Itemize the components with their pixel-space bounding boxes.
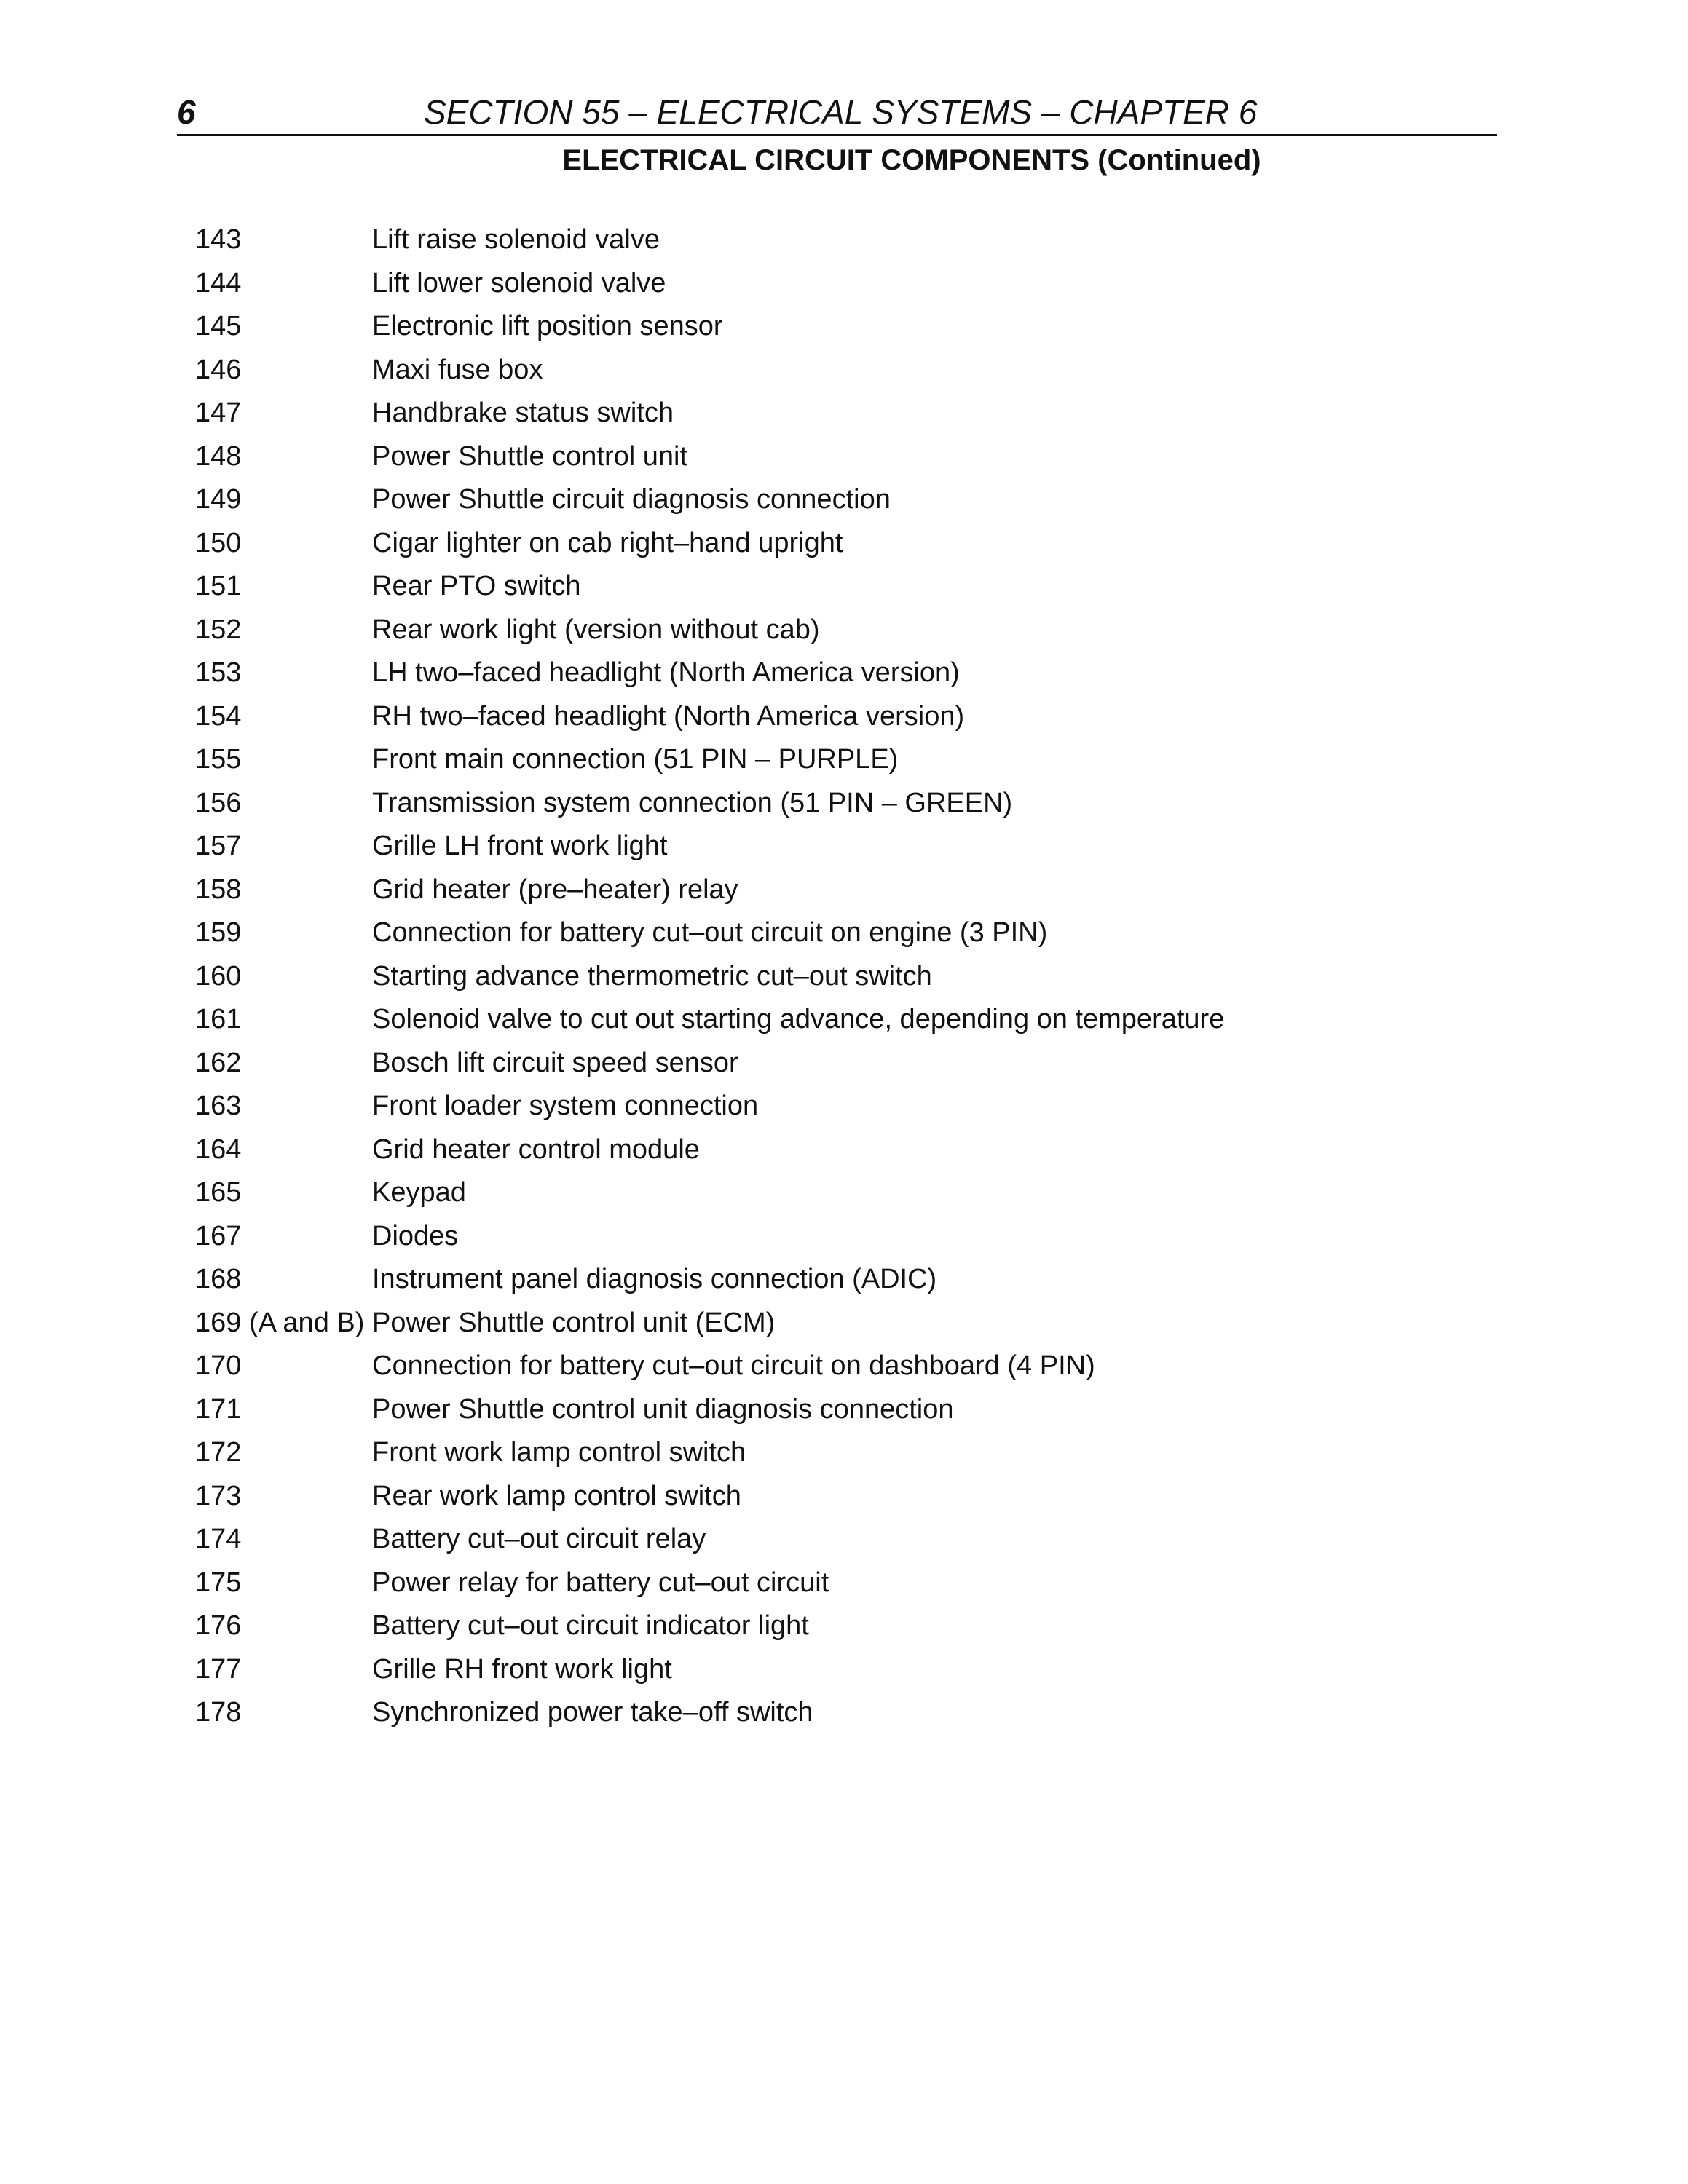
component-row <box>195 782 1506 826</box>
component-ref-number: 169 (A and B) <box>195 1307 365 1338</box>
component-row <box>195 1388 1506 1432</box>
component-row <box>195 1128 1506 1172</box>
component-row <box>195 1648 1506 1692</box>
component-row <box>195 1258 1506 1302</box>
component-ref-number: 151 <box>195 571 242 601</box>
component-description: Battery cut–out circuit indicator light <box>372 1610 809 1641</box>
component-ref-number: 157 <box>195 831 242 861</box>
component-description: Grid heater (pre–heater) relay <box>372 874 738 905</box>
component-description: Starting advance thermometric cut–out switch <box>372 960 932 992</box>
component-description: Solenoid valve to cut out starting advance, depending on temperature <box>372 1004 1225 1034</box>
component-ref-number: 145 <box>195 311 242 341</box>
component-ref-number: 158 <box>195 874 242 905</box>
component-description: Battery cut–out circuit relay <box>372 1524 706 1554</box>
component-ref-number: 174 <box>195 1524 242 1554</box>
component-description: Front main connection (51 PIN – PURPLE) <box>372 744 899 775</box>
component-ref-number: 143 <box>195 224 242 255</box>
component-row <box>195 565 1506 609</box>
section-title: SECTION 55 – ELECTRICAL SYSTEMS – CHAPTER 6 <box>424 93 1258 131</box>
component-row <box>195 825 1506 869</box>
component-ref-number: 164 <box>195 1133 242 1165</box>
component-ref-number: 167 <box>195 1220 242 1251</box>
component-ref-number: 150 <box>195 527 242 558</box>
component-row <box>195 305 1506 349</box>
component-description: Keypad <box>372 1177 466 1208</box>
component-description: Cigar lighter on cab right–hand upright <box>372 527 843 558</box>
component-row <box>195 218 1506 262</box>
component-description: Grille RH front work light <box>372 1653 672 1685</box>
component-description: Handbrake status switch <box>372 397 674 428</box>
component-description: LH two–faced headlight (North America version) <box>372 657 960 688</box>
component-description: Diodes <box>372 1220 459 1251</box>
component-description: Electronic lift position sensor <box>372 311 723 341</box>
component-ref-number: 175 <box>195 1567 242 1598</box>
component-description: Power Shuttle control unit diagnosis connection <box>372 1393 954 1425</box>
component-ref-number: 172 <box>195 1437 242 1468</box>
component-row <box>195 1302 1506 1345</box>
component-description: Transmission system connection (51 PIN – GREEN) <box>372 787 1013 818</box>
component-ref-number: 156 <box>195 787 242 818</box>
component-description: RH two–faced headlight (North America version) <box>372 700 965 732</box>
component-row <box>195 349 1506 392</box>
component-ref-number: 165 <box>195 1177 242 1208</box>
component-row <box>195 478 1506 522</box>
component-description: Lift lower solenoid valve <box>372 267 666 298</box>
component-ref-number: 144 <box>195 267 242 298</box>
component-row <box>195 1085 1506 1128</box>
component-ref-number: 161 <box>195 1004 242 1034</box>
component-description: Grille LH front work light <box>372 831 668 861</box>
component-row <box>195 911 1506 955</box>
component-ref-number: 149 <box>195 484 242 515</box>
component-description: Maxi fuse box <box>372 354 543 385</box>
component-ref-number: 163 <box>195 1091 242 1121</box>
component-row <box>195 1605 1506 1648</box>
component-ref-number: 152 <box>195 614 242 645</box>
component-ref-number: 159 <box>195 917 242 948</box>
component-row <box>195 1431 1506 1475</box>
component-description: Power Shuttle control unit <box>372 440 688 472</box>
component-row <box>195 609 1506 652</box>
component-ref-number: 176 <box>195 1610 242 1641</box>
component-row <box>195 1518 1506 1562</box>
page-heading <box>0 140 1688 181</box>
page-number: 6 <box>177 93 196 131</box>
component-list <box>195 218 1506 1735</box>
component-row <box>195 1042 1506 1085</box>
component-ref-number: 178 <box>195 1697 242 1728</box>
component-ref-number: 148 <box>195 440 242 472</box>
component-row <box>195 1475 1506 1519</box>
component-ref-number: 177 <box>195 1653 242 1685</box>
component-ref-number: 154 <box>195 700 242 732</box>
component-description: Lift raise solenoid valve <box>372 224 660 255</box>
component-row <box>195 738 1506 782</box>
component-ref-number: 170 <box>195 1350 242 1381</box>
component-ref-number: 147 <box>195 397 242 428</box>
component-ref-number: 153 <box>195 657 242 688</box>
component-description: Rear PTO switch <box>372 571 581 601</box>
component-ref-number: 155 <box>195 744 242 775</box>
component-description: Power Shuttle circuit diagnosis connection <box>372 484 891 515</box>
component-row <box>195 1215 1506 1259</box>
component-description: Connection for battery cut–out circuit on dashboard (4 PIN) <box>372 1350 1095 1381</box>
component-description: Rear work light (version without cab) <box>372 614 820 645</box>
component-description: Connection for battery cut–out circuit on engine (3 PIN) <box>372 917 1048 948</box>
component-ref-number: 168 <box>195 1264 242 1294</box>
component-description: Front loader system connection <box>372 1091 759 1121</box>
component-row <box>195 1562 1506 1605</box>
component-description: Grid heater control module <box>372 1133 700 1165</box>
component-row <box>195 955 1506 999</box>
header-divider <box>177 134 1497 136</box>
component-description: Bosch lift circuit speed sensor <box>372 1047 738 1078</box>
component-row <box>195 1345 1506 1388</box>
component-ref-number: 146 <box>195 354 242 385</box>
component-description: Synchronized power take–off switch <box>372 1697 813 1728</box>
component-description: Power Shuttle control unit (ECM) <box>372 1307 776 1338</box>
page-heading-text: ELECTRICAL CIRCUIT COMPONENTS (Continued) <box>562 144 1261 176</box>
component-row <box>195 998 1506 1042</box>
component-description: Front work lamp control switch <box>372 1437 746 1468</box>
component-ref-number: 171 <box>195 1393 242 1425</box>
component-row <box>195 869 1506 912</box>
component-ref-number: 162 <box>195 1047 242 1078</box>
component-description: Instrument panel diagnosis connection (ADIC) <box>372 1264 937 1294</box>
component-row <box>195 1691 1506 1735</box>
component-row <box>195 695 1506 739</box>
component-ref-number: 173 <box>195 1480 242 1511</box>
component-row <box>195 435 1506 479</box>
component-description: Power relay for battery cut–out circuit <box>372 1567 829 1598</box>
component-row <box>195 392 1506 435</box>
component-description: Rear work lamp control switch <box>372 1480 741 1511</box>
component-row <box>195 262 1506 306</box>
component-row <box>195 1171 1506 1215</box>
component-row <box>195 522 1506 566</box>
component-row <box>195 652 1506 695</box>
component-ref-number: 160 <box>195 960 242 992</box>
